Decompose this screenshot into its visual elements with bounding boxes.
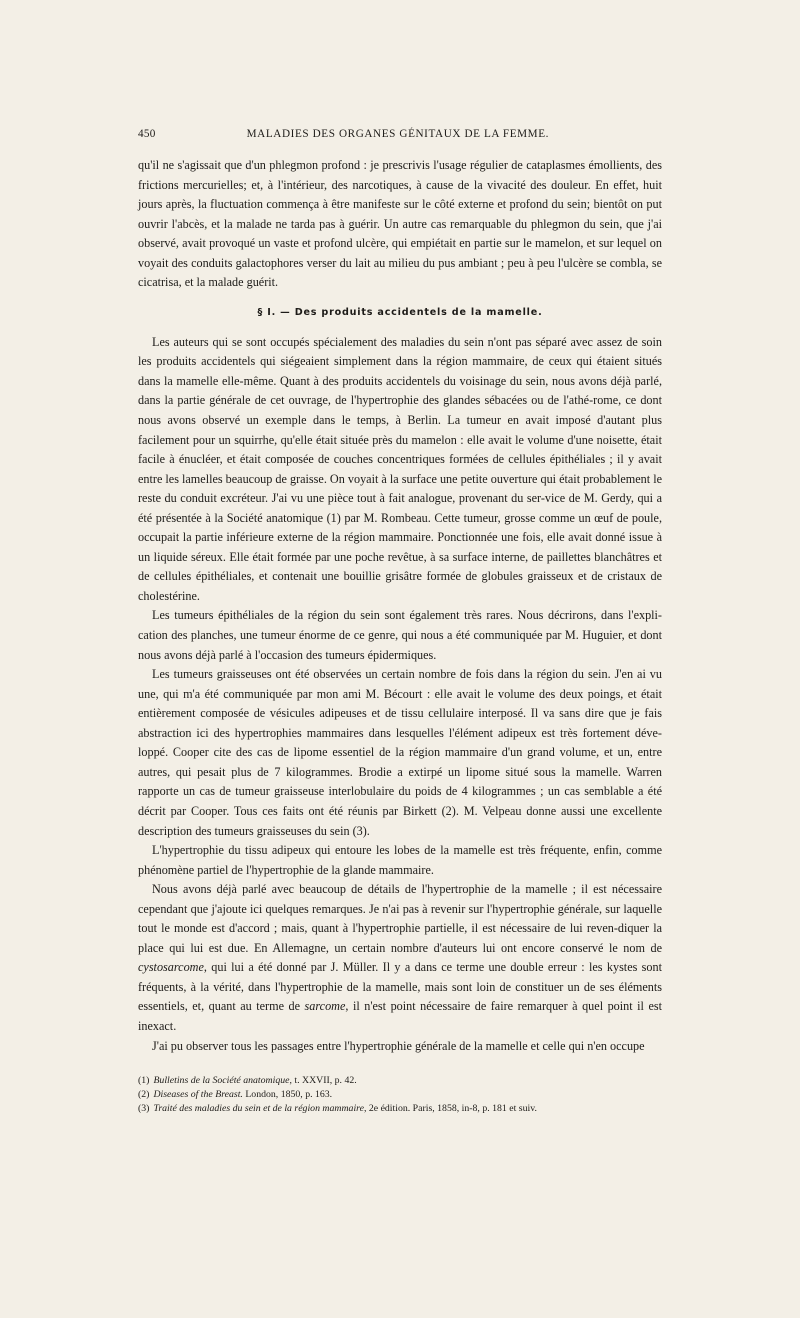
- running-title: MALADIES DES ORGANES GÉNITAUX DE LA FEMME.: [246, 128, 550, 140]
- footnote-number: (2): [138, 1089, 150, 1101]
- footnote: [138, 1102, 662, 1116]
- footnotes: [138, 1074, 662, 1117]
- footnote: [138, 1088, 662, 1102]
- footnote: [138, 1074, 662, 1088]
- paragraph: Les tumeurs épithéliales de la région du sein sont également très rares. Nous décrirons, dans l'expli-cation des planches, une tumeur énorme de ce genre, qui nous a été communiquée par M. Huguier, et dont nous avons déjà parlé à l'occasion des tumeurs épidermiques.: [138, 608, 662, 662]
- footnote-text: , t. XXVII, p. 42.: [289, 1075, 357, 1087]
- paragraph: Les tumeurs graisseuses ont été observées un certain nombre de fois dans la région du sein. J'en ai vu une, qui m'a été communiquée par mon ami M. Bécourt : elle avait le volume des deux poings, et était entièrement composée de vésicules adipeuses et de tissu cellulaire interposé. Il va sans dire que je fais abstraction ici des hypertrophies mammaires dans lesquelles l'élément adipeux est très fortement déve-loppé. Cooper cite des cas de lipome essentiel de la région mammaire d'un grand volume, et un, entre autres, qui pesait plus de 7 kilogrammes. Brodie a extirpé un lipome situé sous la mamelle. Warren rapporte un cas de tumeur graisseuse interlobulaire du poids de 4 kilogrammes ; un cas semblable a été décrit par Cooper. Tous ces faits ont été réunis par Birkett (2). M. Velpeau donne aussi une excellente description des tumeurs graisseuses du sein (3).: [138, 667, 662, 838]
- footnote-text: London, 1850, p. 163.: [242, 1089, 333, 1101]
- paragraph: [138, 880, 662, 1036]
- document-page: [138, 128, 662, 1117]
- paragraph-text: , il n'est point nécessaire de faire remarquer à quel point il est inexact.: [138, 999, 662, 1033]
- paragraph: J'ai pu observer tous les passages entre l'hypertrophie générale de la mamelle et celle qui n'en occupe: [152, 1038, 645, 1053]
- section-heading: § I. — Des produits accidentels de la mamelle.: [257, 306, 543, 318]
- paragraph-text: Nous avons déjà parlé avec beaucoup de détails de l'hypertrophie de la mamelle ; il est nécessaire cependant que j'ajoute ici quelques remarques. Je n'ai pas à revenir sur l'hypertrophie générale, sur laquelle tout le monde est d'accord ; mais, quant à l'hypertrophie partielle, il est nécessaire de lui reven-diquer la place qui lui est due. En Allemagne, un certain nombre d'auteurs lui ont encore conservé le nom de: [138, 882, 662, 955]
- footnote-title: Diseases of the Breast.: [153, 1089, 243, 1101]
- footnote-number: (1): [138, 1075, 150, 1087]
- body-text: [138, 156, 662, 1056]
- footnote-title: Bulletins de la Société anatomique: [153, 1075, 290, 1087]
- paragraph: qu'il ne s'agissait que d'un phlegmon profond : je prescrivis l'usage régulier de cataplasmes émollients, des frictions mercurielles; et, à l'intérieur, des narcotiques, à cause de la vivacité des douleur. En effet, huit jours après, la fluctuation commença à être manifeste sur le côté externe et profond du sein; bientôt on put ouvrir l'abcès, et la malade ne tarda pas à guérir. Un autre cas remarquable du phlegmon du sein, que j'ai observé, avait provoqué un vaste et profond ulcère, qui empiétait en partie sur le mamelon, et sur lequel on voyait des conduits galactophores verser du lait au milieu du pus ambiant ; peu à peu l'ulcère se combla, se cicatrisa, et la malade guérit.: [138, 158, 662, 290]
- italic-term: cystosarcome: [138, 960, 204, 975]
- footnote-text: , 2e édition. Paris, 1858, in-8, p. 181 et suiv.: [363, 1103, 537, 1115]
- italic-term: sarcome: [304, 999, 346, 1014]
- footnote-title: Traité des maladies du sein et de la région mammaire: [153, 1103, 364, 1115]
- running-header: [138, 128, 662, 150]
- footnote-number: (3): [138, 1103, 150, 1115]
- paragraph-text: , qui lui a été donné par J. Müller. Il y a dans ce terme une double erreur : les kystes sont fréquents, à la vérité, dans l'hypertrophie de la mamelle, mais sont loin de constituer un de ses éléments essentiels, et, quant au terme de: [138, 960, 662, 1014]
- paragraph: Les auteurs qui se sont occupés spécialement des maladies du sein n'ont pas séparé avec assez de soin les produits accidentels qui siégeaient simplement dans la région mammaire, de ceux qui étaient situés dans la mamelle elle-même. Quant à des produits accidentels du voisinage du sein, nous avons déjà parlé, dans la partie générale de cet ouvrage, de l'hypertrophie des glandes sébacées ou de l'athé-rome, ce dont nous avons observé un exemple dans le temps, à Berlin. La tumeur en avait imposé d'autant plus facilement pour un squirrhe, qu'elle était située près du mamelon : elle avait le volume d'une noisette, était facile à énucléer, et était composée de couches concentriques formées de cellules épithéliales ; il y avait entre les lamelles beaucoup de graisse. On voyait à la surface une petite ouverture qui était probablement le reste du conduit excréteur. J'ai vu une pièce tout à fait analogue, provenant du ser-vice de M. Gerdy, qui a été présentée à la Société anatomique (1) par M. Rombeau. Cette tumeur, grosse comme un œuf de poule, occupait la partie inférieure externe de la région mammaire. Ponctionnée une fois, elle avait donné issue à un liquide séreux. Elle était formée par une poche revêtue, à sa surface interne, de paillettes blanchâtres et de cellules épithéliales, et contenait une bouillie grisâtre formée de globules graisseux et de cristaux de cholestérine.: [138, 334, 662, 603]
- page-number: 450: [138, 128, 156, 140]
- paragraph: L'hypertrophie du tissu adipeux qui entoure les lobes de la mamelle est très fréquente, enfin, comme phénomène partiel de l'hypertrophie de la glande mammaire.: [138, 843, 662, 877]
